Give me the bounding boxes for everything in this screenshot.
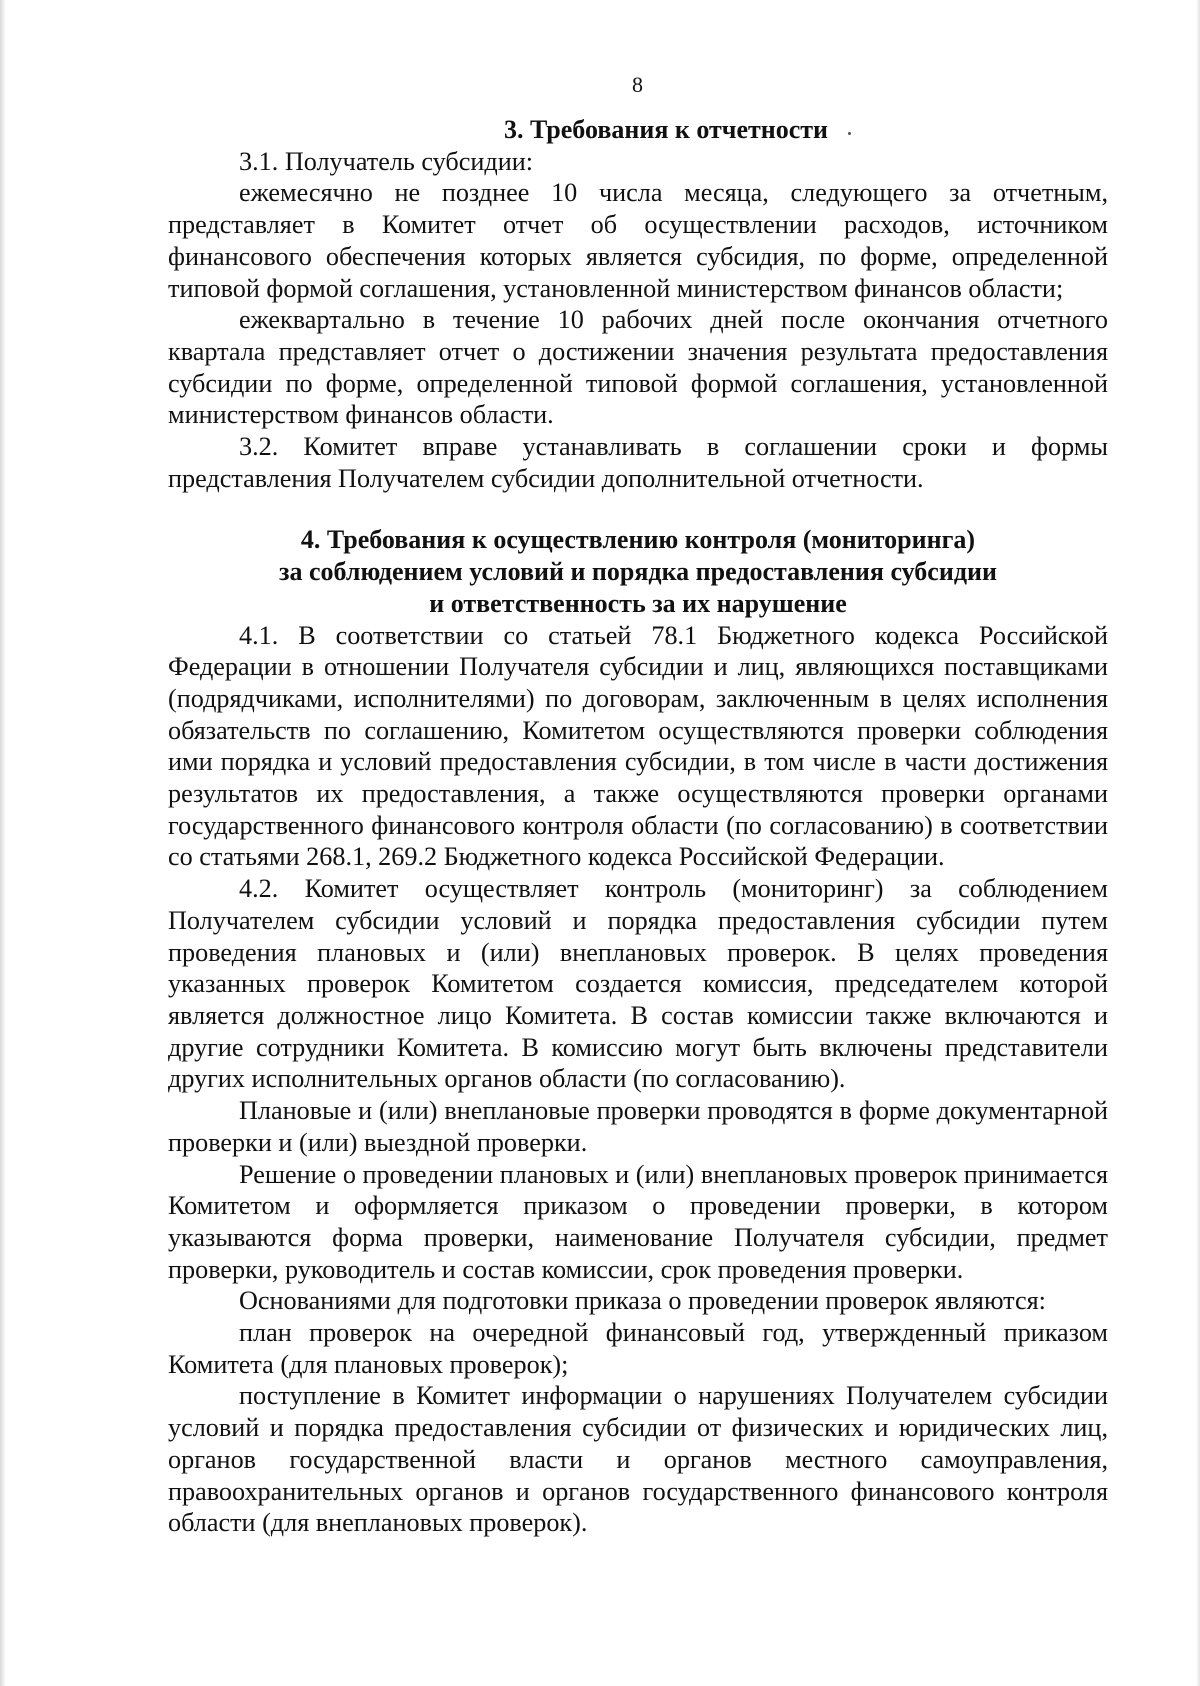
paragraph-4-1: 4.1. В соответствии со статьей 78.1 Бюджетного кодекса Российской Федерации в отношении Получателя субсидии и лиц, являющихся поставщиками (подрядчиками, исполнителями) по договорам, заключенным в целях исполнения обязательств по соглашению, Комитетом осуществляются проверки соблюдения ими порядка и условий предоставления субсидии, в том числе в части достижения результатов их предоставления, а также осуществляются проверки органами государственного финансового контроля области (по согласованию) в соответствии со статьями 268.1, 269.2 Бюджетного кодекса Российской Федерации. <box>168 620 1108 872</box>
document-body <box>168 114 1108 1539</box>
section-4-heading-line-1: 4. Требования к осуществлению контроля (мониторинга) <box>300 525 976 555</box>
scan-edge-right <box>1196 0 1200 1686</box>
scan-edge-left <box>0 0 6 1686</box>
paragraph-3-1: 3.1. Получатель субсидии: <box>239 146 534 176</box>
paragraph-inspection-forms: Плановые и (или) внеплановые проверки проводятся в форме документарной проверки и (или) выездной проверки. <box>168 1096 1108 1157</box>
paragraph-3-1-monthly: ежемесячно не позднее 10 числа месяца, следующего за отчетным, представляет в Комитет отчет об осуществлении расходов, источником финансового обеспечения которых является субсидия, по форме, определенной типовой формой соглашения, установленной министерством финансов области; <box>168 178 1108 303</box>
paragraph-3-1-quarterly: ежеквартально в течение 10 рабочих дней после окончания отчетного квартала представляет отчет о достижении значения результата предоставления субсидии по форме, определенной типовой формой соглашения, установленной министерством финансов области. <box>168 305 1108 430</box>
paragraph-grounds-plan: план проверок на очередной финансовый год, утвержденный приказом Комитета (для плановых проверок); <box>168 1318 1108 1379</box>
section-4-heading <box>168 524 1108 619</box>
paragraph-grounds: Основаниями для подготовки приказа о проведении проверок являются: <box>239 1286 1046 1316</box>
paragraph-3-2: 3.2. Комитет вправе устанавливать в соглашении сроки и формы представления Получателем субсидии дополнительной отчетности. <box>168 432 1108 493</box>
page-number: 8 <box>632 72 643 97</box>
paragraph-4-2: 4.2. Комитет осуществляет контроль (мониторинг) за соблюдением Получателем субсидии условий и порядка предоставления субсидии путем проведения плановых и (или) внеплановых проверок. В целях проведения указанных проверок Комитетом создается комиссия, председателем которой является должностное лицо Комитета. В состав комиссии также включаются и другие сотрудники Комитета. В комиссию могут быть включены представители других исполнительных органов области (по согласованию). <box>168 874 1108 1094</box>
section-3-heading: 3. Требования к отчетности <box>503 115 829 144</box>
section-4-heading-line-3: и ответственность за их нарушение <box>429 588 847 618</box>
paragraph-inspection-decision: Решение о проведении плановых и (или) внеплановых проверок принимается Комитетом и оформляется приказом о проведении проверки, в котором указываются форма проверки, наименование Получателя субсидии, предмет проверки, руководитель и состав комиссии, срок проведения проверки. <box>168 1159 1108 1284</box>
paragraph-grounds-information: поступление в Комитет информации о нарушениях Получателем субсидии условий и порядка предоставления субсидии от физических и юридических лиц, органов государственной власти и органов местного самоуправления, правоохранительных органов и органов государственного финансового контроля области (для внеплановых проверок). <box>168 1381 1108 1538</box>
section-4-heading-line-2: за соблюдением условий и порядка предоставления субсидии <box>279 557 997 587</box>
